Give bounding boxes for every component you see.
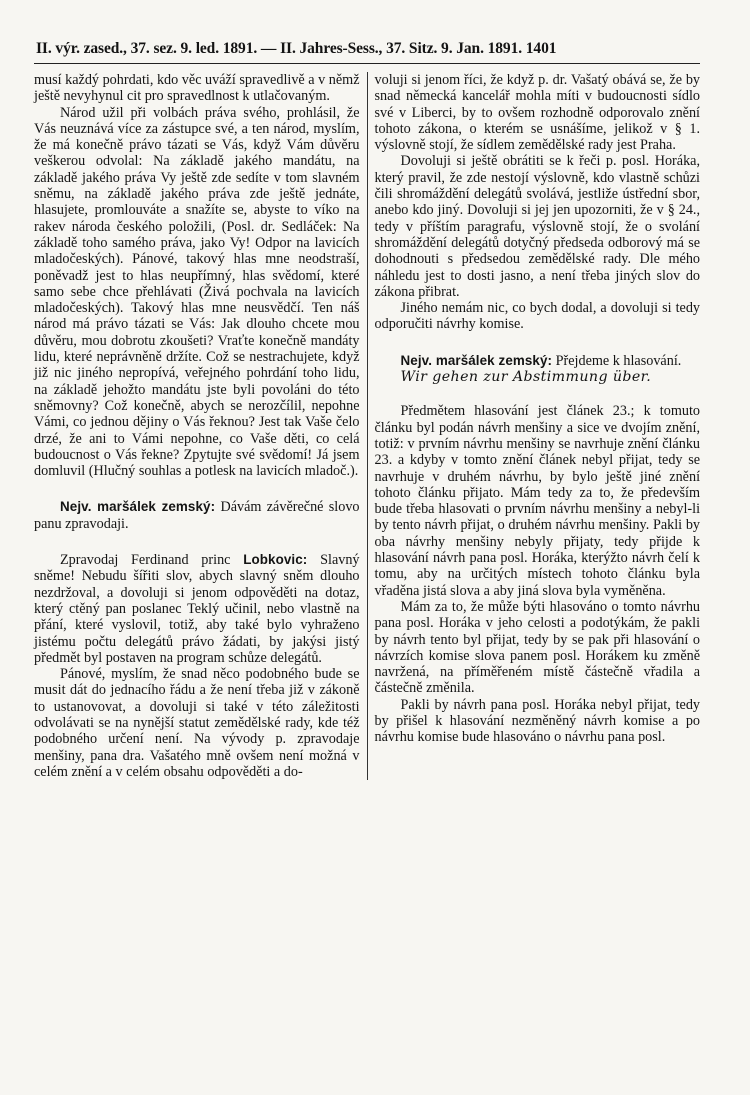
- speaker-text: Slavný sněme! Nebudu šířiti slov, abych slavný sněm dlouho nezdržoval, a dovoluji si jenom odpověděti na dotaz, který ctěný pan poslanec Teklý učinil, nebo vlastně na přání, které vyslovil, totiž, aby také bylo vyhraženo jistému počtu delegátů právo žádati, by jakýsi jistý předmět byl postaven na program schůze delegátů.: [34, 552, 360, 666]
- speaker-name: Nejv. maršálek zemský:: [400, 352, 553, 368]
- speaker-name: Nejv. maršálek zemský:: [60, 499, 216, 515]
- paragraph: Dovoluji si ještě obrátiti se k řeči p. posl. Horáka, který pravil, že zde nestojí výslovně, kdo vlastně schůzi čili shromáždění delegátů svolává, jestliže ústřední sbor, anebo kdo jiný. Dovoluji si jej jen upozorniti, že v § 24., tedy v příštím paragrafu, výslovně stojí, že o svolání shromáždění delegátů dotyčný předseda odborový má se dohodnouti s předsedou zemědělské rady. Dle mého náhledu jest to dosti jasno, a není třeba jiných slov do zákona přibrat.: [374, 153, 701, 300]
- german-text: Wir gehen zur Abstimmung über.: [400, 369, 652, 386]
- running-header: [34, 40, 700, 64]
- speaker-text: Přejdeme k hlasování.: [555, 352, 682, 369]
- paragraph: Mám za to, že může býti hlasováno o tomto návrhu pana posl. Horáka v jeho celosti a podotýkám, že pakli by návrh tento byl přijat, tedy by se pak při hlasování o návrzích komise slova panem posl. Horákem ku změně navržená, na příměřeném místě částečně vřadila a částečně změnila.: [374, 598, 701, 697]
- paragraph: Předmětem hlasování jest článek 23.; k tomuto článku byl podán návrh menšiny a sice ve dvojím znění, totiž: v prvním návrhu menšiny se navrhuje znění článku 23. a kdyby v tomto znění článek nebyl přijat, tedy se navrhuje v druhém návrhu, by bylo ještě jiné znění tohoto článku přijato. Mám tedy za to, že především bude třeba hlasovati o prvním návrhu menšiny a nebyl-li by tento návrh přijat, o druhém návrhu menšiny. Pakli by oba návrhy menšiny nebyly přijaty, tedy přijde k hlasování návrh pana posl. Horáka, kterýžto návrh čelí k tomu, aby na určitých místech tohoto článku byla vřaděna jistá slova a aby jiná slova byla vyměněna.: [374, 403, 701, 599]
- two-column-body: [34, 72, 700, 780]
- speaker-paragraph: [34, 552, 360, 666]
- paragraph: musí každý pohrdati, kdo věc uváží spravedlivě a v němž ještě nevyhynul cit pro spravedlnost k utlačovaným.: [34, 72, 360, 105]
- speaker-paragraph: [375, 353, 701, 369]
- paragraph: Národ užil při volbách práva svého, prohlásil, že Vás neuznává více za zástupce své, a ten národ, myslím, že má konečně právo tázati se Vás, když Vám důvěru veškerou odvolal: Na základě jakého mandátu, na základě jakého práva Vy ještě zde sedíte v tom slavném sněmu, na základě jakého práva zde ještě jednáte, hlasujete, promlouváte a snažíte se, abyste to víko na rakev národa českého položili, (Posl. dr. Sedláček: Na základě toho samého práva, jako Vy! Odpor na lavicích mladočeských). Pánové, takový hlas mne neodstraší, poněvadž jest to hlas neupřímný, hlas svědomí, které samo sebe chce přehlávati (Živá pochvala na lavicích mladočeských). Takový hlas mne neusvědčí. Ten náš národ má právo tázati se Vás: Jak dlouho chcete mou důvěru, mou dobrotu zkoušeti? Vraťte konečně mandáty lidu, které neprávněně držíte. Což se nestrachujete, když již nic jiného nepropívá, veřejného pohrdání toho lidu, na základě jehožto mandátu jste byli povoláni do této sněmovny? Což konečně, abych se nerozčílil, nepohne Vámi, co jednou dějiny o Vás řeknou? Jest tak Vaše čelo drzé, že ani to Vámi nepohne, co Vaše děti, co celá budoucnost o Vás řekne? Zpytujte své svědomí! Já jsem domluvil (Hlučný souhlas a potlesk na lavicích mladoč.).: [34, 104, 360, 480]
- speaker-paragraph: [34, 499, 360, 532]
- german-line: [375, 369, 701, 385]
- paragraph: Jiného nemám nic, co bych dodal, a dovoluji si tedy odporučiti návrhy komise.: [374, 300, 701, 333]
- speaker-name: Lobkovic:: [243, 552, 308, 568]
- paragraph: Pánové, myslím, že snad něco podobného bude se musit dát do jednacího řádu a že není třeba již v zákoně to ustanovovat, a dovoluji si také v této záležitosti odvolávati se na nynější statut zemědělské rady, kde též podobného určení není. Na vývody p. zpravodaje menšiny, pana dra. Vašatého mně ovšem není možná v celém znění a v celém obsahu odpověděti a do-: [34, 666, 360, 780]
- right-column: [368, 72, 701, 780]
- paragraph: voluji si jenom říci, že když p. dr. Vašatý obává se, že by snad německá kancelář mohla míti v budoucnosti sídlo své v Liberci, by to ovšem rozhodně odporovalo znění tohoto zákona, o kterém se usnášíme, jelikož v § 1. výslovně stojí, že sídlem zemědělské rady jest Praha.: [374, 72, 701, 154]
- speaker-intro: Zpravodaj Ferdinand princ: [60, 552, 231, 569]
- left-column: [34, 72, 367, 780]
- paragraph: Pakli by návrh pana posl. Horáka nebyl přijat, tedy by přišel k hlasování nezměněný návrh komise a po návrhu komise bude hlasováno o návrhu pana posl.: [374, 696, 701, 746]
- speaker-text: Dávám závěrečné slovo panu zpravodaji.: [34, 499, 360, 532]
- header-text: II. výr. zased., 37. sez. 9. led. 1891. — II. Jahres-Sess., 37. Sitz. 9. Jan. 1891. 1401: [36, 40, 557, 57]
